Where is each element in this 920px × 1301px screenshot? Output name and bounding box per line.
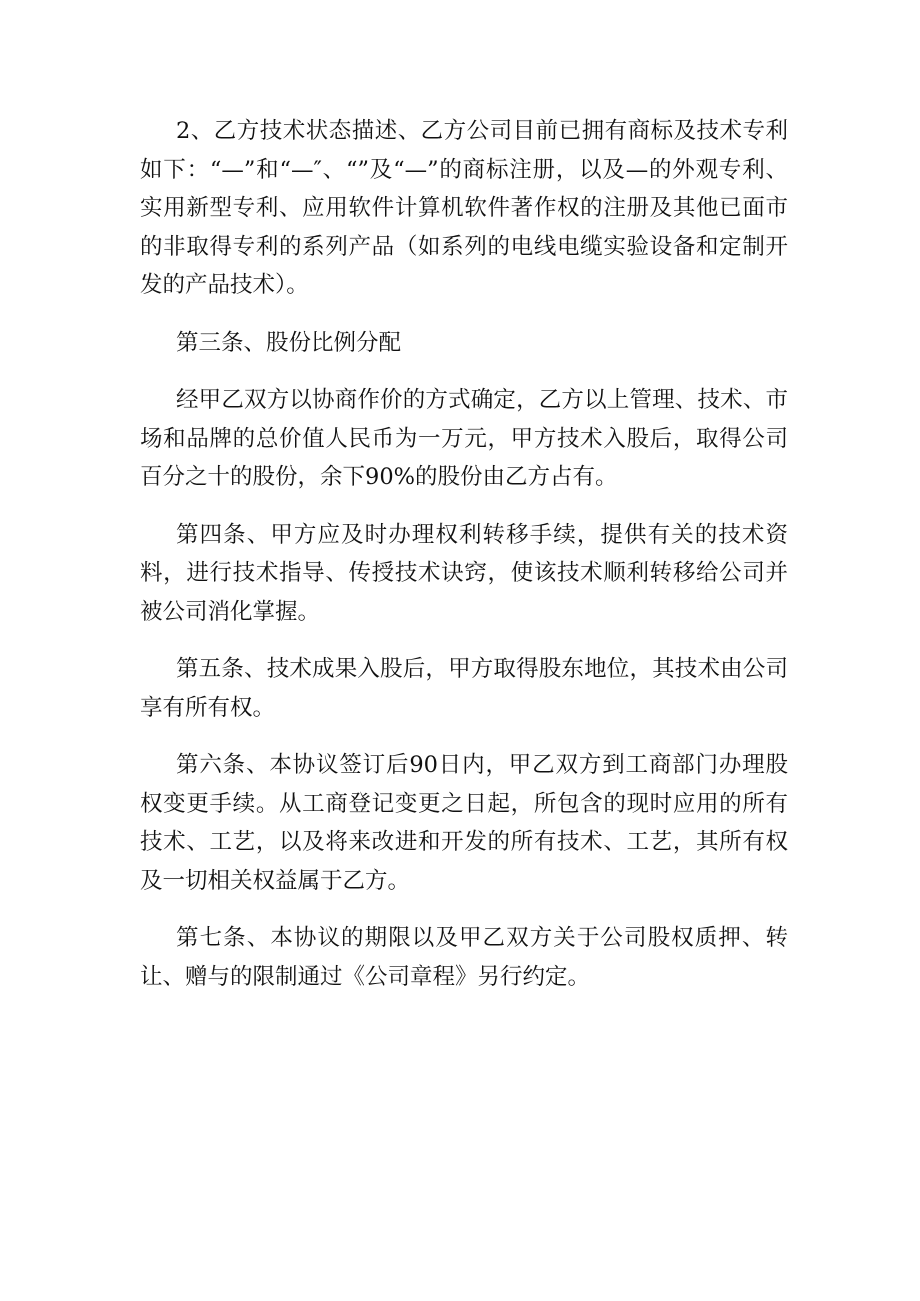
paragraph-trademark-patent: 2、乙方技术状态描述、乙方公司目前已拥有商标及技术专利如下：“—”和“—″、“”及“—”的商标注册，以及—的外观专利、实用新型专利、应用软件计算机软件著作权的注册及其他已面市的非取得专利的系列产品（如系列的电线电缆实验设备和定制开发的产品技术）。 [140,118,788,298]
document-page [140,112,788,1015]
paragraph-article-5: 第五条、技术成果入股后，甲方取得股东地位，其技术由公司享有所有权。 [140,656,788,721]
paragraph-article-6: 第六条、本协议签订后90日内，甲乙双方到工商部门办理股权变更手续。从工商登记变更之日起，所包含的现时应用的所有技术、工艺，以及将来改进和开发的所有技术、工艺，其所有权及一切相关权益属于乙方。 [140,752,788,894]
paragraph-article-4: 第四条、甲方应及时办理权利转移手续，提供有关的技术资料，进行技术指导、传授技术诀窍，使该技术顺利转移给公司并被公司消化掌握。 [140,521,788,625]
heading-article-3: 第三条、股份比例分配 [176,329,402,356]
paragraph-article-7: 第七条、本协议的期限以及甲乙双方关于公司股权质押、转让、赠与的限制通过《公司章程》另行约定。 [140,925,788,990]
paragraph-share-valuation: 经甲乙双方以协商作价的方式确定，乙方以上管理、技术、市场和品牌的总价值人民币为一万元，甲方技术入股后，取得公司百分之十的股份，余下90%的股份由乙方占有。 [140,387,788,490]
